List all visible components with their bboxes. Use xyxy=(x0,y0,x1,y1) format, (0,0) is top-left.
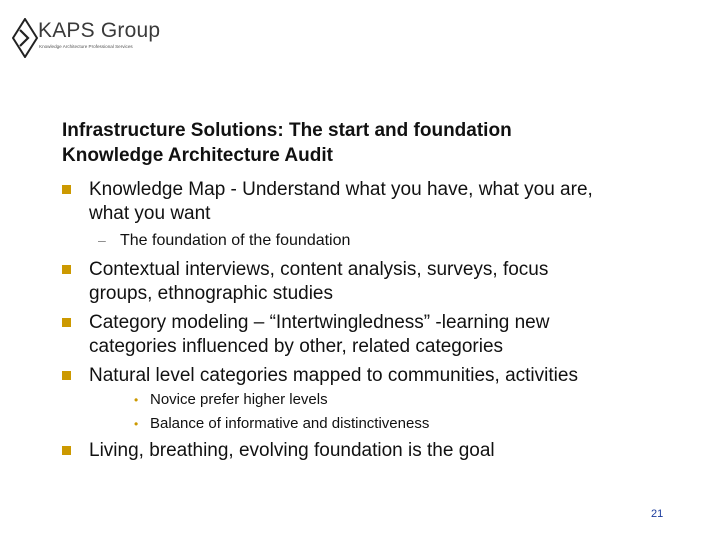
square-bullet-icon xyxy=(62,265,71,274)
logo-tagline: Knowledge Architecture Professional Services xyxy=(39,44,133,49)
compass-diamond-icon xyxy=(12,18,38,58)
square-bullet-icon xyxy=(62,446,71,455)
dot-bullet-icon: • xyxy=(134,393,139,407)
sub-bullet-text: Novice prefer higher levels xyxy=(150,391,328,408)
title-line-2: Knowledge Architecture Audit xyxy=(62,145,333,166)
bullet-text: what you want xyxy=(89,203,211,224)
logo-name: KAPS Group xyxy=(38,19,161,42)
square-bullet-icon xyxy=(62,318,71,327)
bullet-text: Contextual interviews, content analysis, surveys, focus xyxy=(89,259,549,280)
bullet-text: Living, breathing, evolving foundation is the goal xyxy=(89,440,495,461)
sub-bullet-text: Balance of informative and distinctiveness xyxy=(150,415,430,432)
bullet-text: Knowledge Map - Understand what you have, what you are, xyxy=(89,179,593,200)
square-bullet-icon xyxy=(62,185,71,194)
slide-title xyxy=(62,118,512,168)
page-number: 21 xyxy=(651,508,664,520)
square-bullet-icon xyxy=(62,371,71,380)
bullet-text: categories influenced by other, related categories xyxy=(89,336,504,357)
bullet-text: groups, ethnographic studies xyxy=(89,283,333,304)
dot-bullet-icon: • xyxy=(134,417,139,431)
company-logo xyxy=(12,14,162,60)
sub-bullet-text: The foundation of the foundation xyxy=(120,232,351,249)
dash-bullet-icon: – xyxy=(98,232,106,248)
bullet-text: Category modeling – “Intertwingledness” -learning new xyxy=(89,312,550,333)
title-line-1: Infrastructure Solutions: The start and foundation xyxy=(62,120,512,141)
bullet-text: Natural level categories mapped to communities, activities xyxy=(89,365,578,386)
